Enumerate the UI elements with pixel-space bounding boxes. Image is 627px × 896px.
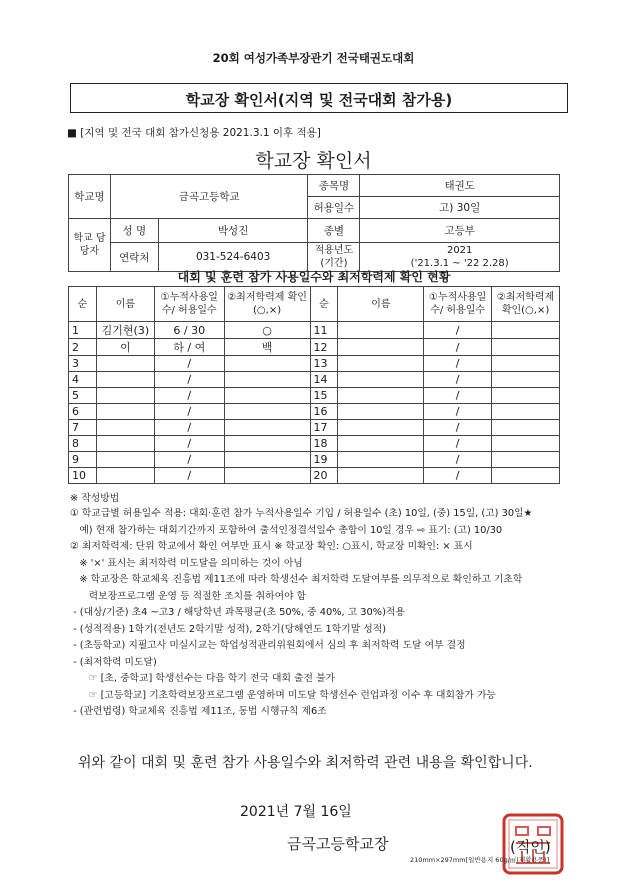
header-name: 이름	[96, 287, 154, 322]
header-no: 순	[69, 287, 97, 322]
row-name	[338, 322, 424, 339]
note-line: ☞ [초, 중학교] 학생선수는 다음 학기 전국 대회 출전 불가	[70, 673, 335, 684]
note-line: 력보장프로그램 운영 등 적절한 조치를 취하여야 함	[70, 590, 307, 602]
header-no: 순	[310, 287, 338, 322]
row-days: /	[154, 452, 224, 468]
header-name: 이름	[338, 287, 424, 322]
row-days: /	[424, 468, 492, 484]
row-name	[338, 372, 424, 388]
row-days: /	[424, 452, 492, 468]
table-row	[69, 339, 560, 356]
allow-label: 허용일수	[308, 197, 360, 219]
class-value: 고등부	[360, 219, 560, 243]
row-name: 이	[96, 339, 154, 356]
row-check	[224, 372, 310, 388]
note-line: - (초등학교) 지필고사 미실시교는 학업성적관리위원회에서 심의 후 최저학력 도달 여부 결정	[70, 640, 466, 651]
row-check	[492, 452, 560, 468]
row-check	[492, 468, 560, 484]
row-name	[338, 420, 424, 436]
row-days: /	[154, 468, 224, 484]
event-title: 20회 여성가족부장관기 전국태권도대회	[212, 51, 415, 65]
row-check	[224, 404, 310, 420]
row-no: 14	[310, 372, 338, 388]
row-check: ○	[224, 322, 310, 339]
event-value: 태권도	[360, 175, 560, 197]
row-name	[96, 468, 154, 484]
row-no: 11	[310, 322, 338, 339]
row-check	[224, 436, 310, 452]
contact-label: 연락처	[110, 243, 158, 272]
row-days: /	[424, 404, 492, 420]
note-line: 예) 현재 참가하는 대회기간까지 포함하여 출석인정결석일수 총합이 10일 경우 ⇨ 표기: (고) 10/30	[70, 524, 503, 536]
date-line: 2021년 7월 16일	[240, 804, 352, 820]
row-days: /	[154, 356, 224, 372]
year-label: 적용년도 (기간)	[308, 243, 360, 272]
form-title: 학교장 확인서(지역 및 전국대회 참가용)	[185, 91, 453, 109]
row-check	[492, 436, 560, 452]
row-days: /	[424, 420, 492, 436]
row-check	[492, 322, 560, 339]
row-no: 9	[69, 452, 97, 468]
row-name	[96, 372, 154, 388]
allow-value: 고) 30일	[360, 197, 560, 219]
row-name: 김기현(3)	[96, 322, 154, 339]
note-line: - (관련법령) 학교체육 진흥법 제11조, 동법 시행규칙 제6조	[70, 706, 327, 717]
header-days: ①누적사용일수/ 허용일수	[424, 287, 492, 322]
row-no: 8	[69, 436, 97, 452]
row-name	[96, 356, 154, 372]
note-line: - (대상/기준) 초4 ~고3 / 해당학년 과목평균(초 50%, 중 40%, 고 30%)적용	[70, 607, 405, 618]
row-check	[492, 372, 560, 388]
row-no: 3	[69, 356, 97, 372]
row-days: /	[154, 388, 224, 404]
section-title: 대회 및 훈련 참가 사용일수와 최저학력제 확인 현황	[177, 270, 451, 284]
row-name	[338, 339, 424, 356]
table-row	[69, 372, 560, 388]
year-value: 2021	[446, 245, 473, 256]
row-no: 16	[310, 404, 338, 420]
row-check	[492, 339, 560, 356]
row-days: /	[424, 388, 492, 404]
row-no: 18	[310, 436, 338, 452]
row-name	[96, 388, 154, 404]
school-name: 금곡고등학교	[110, 175, 308, 219]
row-days: 6 / 30	[154, 322, 224, 339]
row-no: 7	[69, 420, 97, 436]
seal-mark: (직인)	[510, 838, 551, 856]
school-label: 학교명	[69, 175, 111, 219]
school-info-table	[68, 174, 560, 272]
table-row	[69, 468, 560, 484]
year-period: ('21.3.1 ~ '22 2.28)	[410, 258, 509, 269]
row-check	[492, 388, 560, 404]
table-row	[69, 452, 560, 468]
note-line: ※ '×' 표시는 최저학력 미도달을 의미하는 것이 아님	[70, 557, 303, 569]
row-no: 20	[310, 468, 338, 484]
row-days: /	[424, 322, 492, 339]
note-line: ※ 학교장은 학교체육 진흥법 제11조에 따라 학생선수 최저학력 도달여부를 의무적으로 확인하고 기초학	[70, 574, 523, 585]
row-name	[338, 468, 424, 484]
row-check	[492, 356, 560, 372]
grid-header-row	[69, 287, 560, 322]
row-name	[338, 356, 424, 372]
row-days: /	[154, 404, 224, 420]
header-days: ①누적사용일수/ 허용일수	[154, 287, 224, 322]
row-no: 10	[69, 468, 97, 484]
row-days: 하 / 여	[154, 339, 224, 356]
row-days: /	[424, 339, 492, 356]
row-name	[96, 452, 154, 468]
row-check	[492, 404, 560, 420]
row-check	[492, 420, 560, 436]
row-check	[224, 468, 310, 484]
row-no: 6	[69, 404, 97, 420]
row-check	[224, 420, 310, 436]
note-line: - (최저학력 미도달)	[70, 656, 157, 668]
row-name	[96, 436, 154, 452]
row-no: 17	[310, 420, 338, 436]
row-days: /	[424, 372, 492, 388]
table-row	[69, 322, 560, 339]
row-name	[338, 436, 424, 452]
row-no: 13	[310, 356, 338, 372]
table-row	[69, 420, 560, 436]
row-name	[338, 404, 424, 420]
row-name	[96, 420, 154, 436]
row-days: /	[424, 356, 492, 372]
paper-spec: 210mm×297mm[일반용지 60g/㎡(재활용품)]	[410, 856, 550, 864]
table-row	[69, 356, 560, 372]
main-title: 학교장 확인서	[255, 150, 372, 172]
class-label: 종별	[308, 219, 360, 243]
header-check: ②최저학력제 확인(○,×)	[224, 287, 310, 322]
confirm-text: 위와 같이 대회 및 훈련 참가 사용일수와 최저학력 관련 내용을 확인합니다.	[78, 755, 533, 771]
contact-value: 031-524-6403	[158, 243, 308, 272]
row-name	[338, 388, 424, 404]
note-line: ① 학교급별 허용일수 적용: 대회·훈련 참가 누적사용일수 기입 / 허용일수 (초) 10일, (중) 15일, (고) 30일★	[70, 508, 533, 519]
table-row	[69, 388, 560, 404]
row-check	[224, 356, 310, 372]
row-name	[96, 404, 154, 420]
header-check: ②최저학력제 확인(○,×)	[492, 287, 560, 322]
row-days: /	[154, 372, 224, 388]
table-row	[69, 436, 560, 452]
note-line: ☞ [고등학교] 기초학력보장프로그램 운영하며 미도달 학생선수 런업과정 이수 후 대회참가 가능	[70, 689, 496, 701]
row-no: 1	[69, 322, 97, 339]
participation-grid	[68, 286, 560, 484]
row-check	[224, 452, 310, 468]
row-days: /	[154, 436, 224, 452]
row-name	[338, 452, 424, 468]
note-line: ② 최저학력제: 단위 학교에서 확인 여부만 표시 ※ 학교장 확인: ○표시, 학교장 미확인: × 표시	[70, 541, 473, 552]
principal-name: 금곡고등학교장	[287, 835, 389, 853]
row-check: 백	[224, 339, 310, 356]
row-no: 4	[69, 372, 97, 388]
row-no: 5	[69, 388, 97, 404]
name-label: 성 명	[110, 219, 158, 243]
note-line: - (성적적용) 1학기(전년도 2학기말 성적), 2학기(당해연도 1학기말 성적)	[70, 623, 387, 635]
row-no: 19	[310, 452, 338, 468]
event-label: 종목명	[308, 175, 360, 197]
row-no: 2	[69, 339, 97, 356]
apply-note: ■ [지역 및 전국 대회 참가신청용 2021.3.1 이후 적용]	[67, 127, 321, 139]
row-days: /	[424, 436, 492, 452]
manager-label: 학교 담당자	[69, 219, 111, 272]
row-no: 12	[310, 339, 338, 356]
row-no: 15	[310, 388, 338, 404]
table-row	[69, 404, 560, 420]
row-days: /	[154, 420, 224, 436]
row-check	[224, 388, 310, 404]
notes-heading: ※ 작성방법	[70, 493, 120, 504]
name-value: 박성진	[158, 219, 308, 243]
